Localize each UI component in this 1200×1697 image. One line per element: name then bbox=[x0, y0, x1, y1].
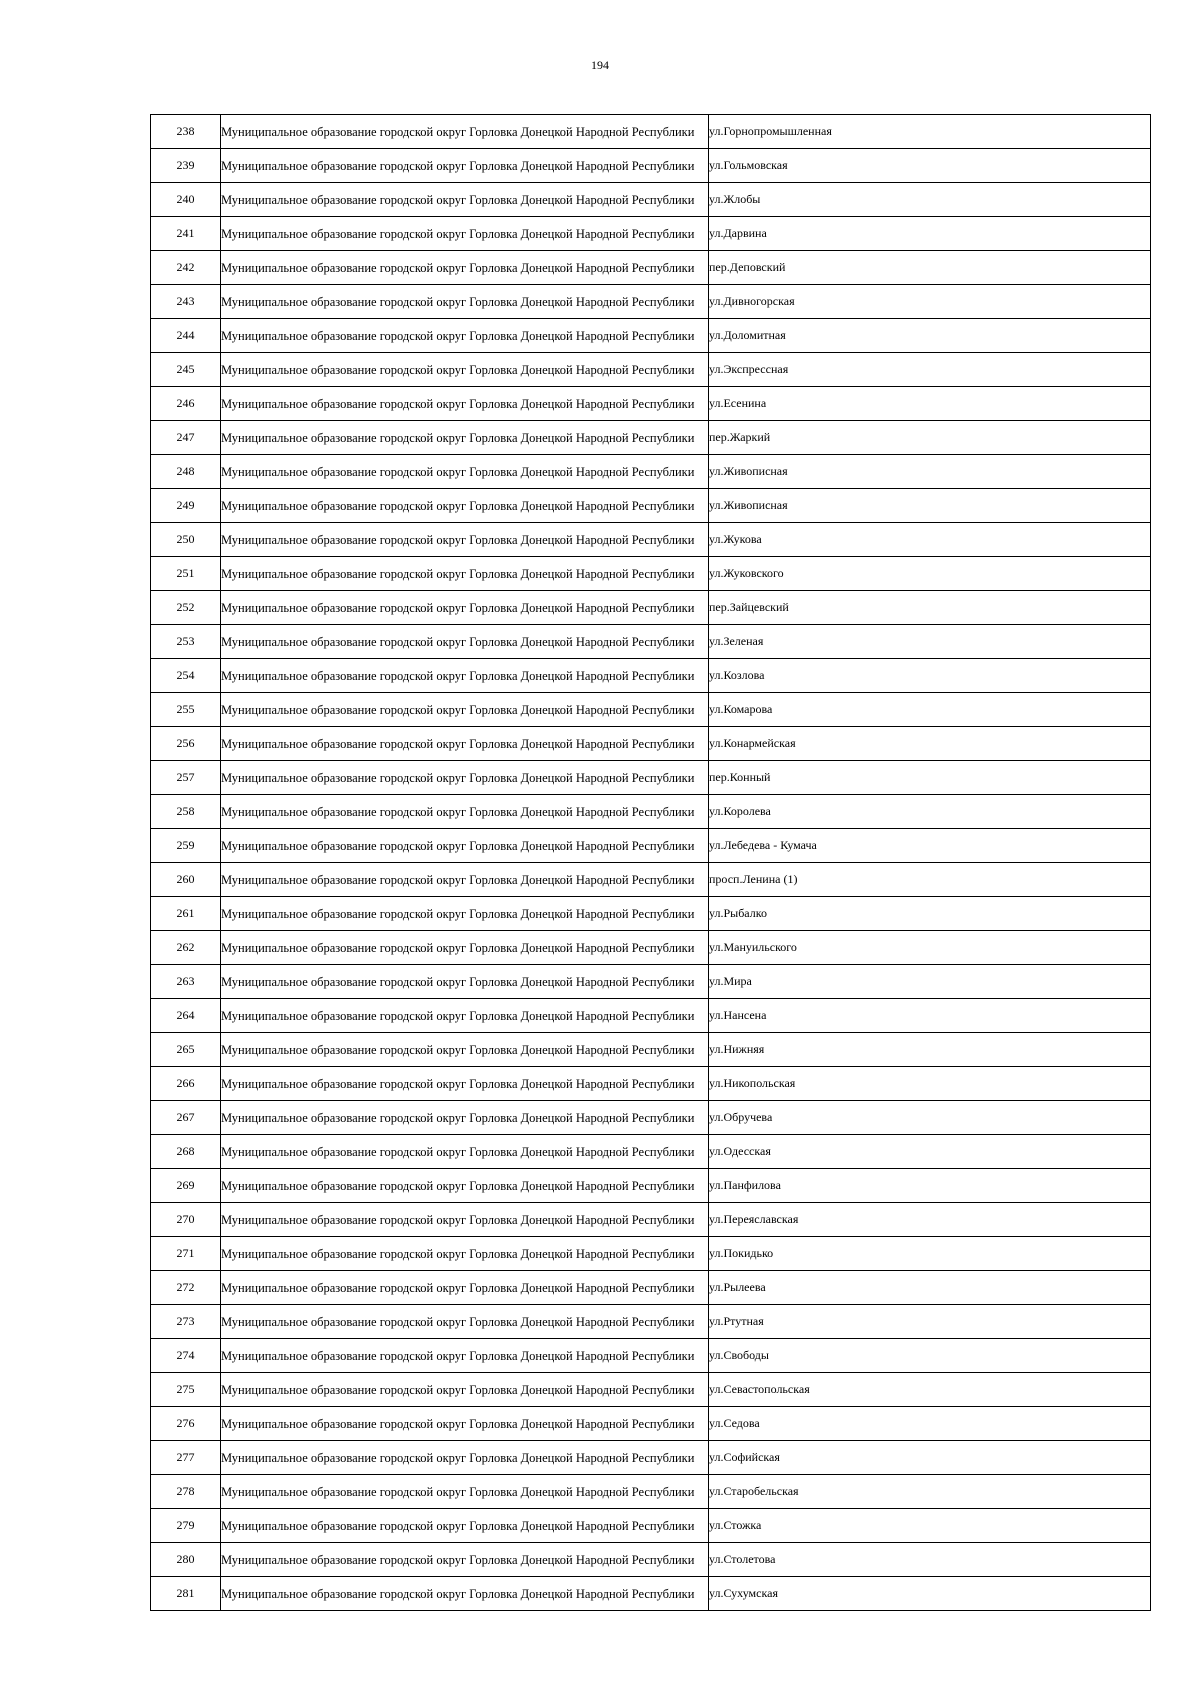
street-name-cell: пер.Зайцевский bbox=[709, 591, 1151, 625]
street-name-cell: ул.Нансена bbox=[709, 999, 1151, 1033]
table-row bbox=[151, 285, 1151, 319]
street-name-cell: ул.Дивногорская bbox=[709, 285, 1151, 319]
municipality-cell: Муниципальное образование городской округ Горловка Донецкой Народной Республики bbox=[221, 1441, 709, 1475]
table-row bbox=[151, 1407, 1151, 1441]
row-number: 238 bbox=[151, 115, 221, 149]
municipality-cell: Муниципальное образование городской округ Горловка Донецкой Народной Республики bbox=[221, 353, 709, 387]
table-row bbox=[151, 387, 1151, 421]
street-name-cell: ул.Мира bbox=[709, 965, 1151, 999]
table-row bbox=[151, 1305, 1151, 1339]
table-row bbox=[151, 761, 1151, 795]
row-number: 248 bbox=[151, 455, 221, 489]
municipality-cell: Муниципальное образование городской округ Горловка Донецкой Народной Республики bbox=[221, 1135, 709, 1169]
table-row bbox=[151, 1509, 1151, 1543]
row-number: 264 bbox=[151, 999, 221, 1033]
street-name-cell: ул.Комарова bbox=[709, 693, 1151, 727]
municipality-cell: Муниципальное образование городской округ Горловка Донецкой Народной Республики bbox=[221, 1305, 709, 1339]
row-number: 266 bbox=[151, 1067, 221, 1101]
municipality-cell: Муниципальное образование городской округ Горловка Донецкой Народной Республики bbox=[221, 1203, 709, 1237]
row-number: 247 bbox=[151, 421, 221, 455]
row-number: 261 bbox=[151, 897, 221, 931]
table-row bbox=[151, 693, 1151, 727]
table-row bbox=[151, 217, 1151, 251]
street-name-cell: ул.Свободы bbox=[709, 1339, 1151, 1373]
table-row bbox=[151, 1543, 1151, 1577]
municipality-cell: Муниципальное образование городской округ Горловка Донецкой Народной Республики bbox=[221, 421, 709, 455]
street-name-cell: ул.Софийская bbox=[709, 1441, 1151, 1475]
street-name-cell: ул.Есенина bbox=[709, 387, 1151, 421]
table-row bbox=[151, 1203, 1151, 1237]
table-row bbox=[151, 829, 1151, 863]
row-number: 268 bbox=[151, 1135, 221, 1169]
table-row bbox=[151, 863, 1151, 897]
row-number: 263 bbox=[151, 965, 221, 999]
row-number: 251 bbox=[151, 557, 221, 591]
row-number: 260 bbox=[151, 863, 221, 897]
row-number: 271 bbox=[151, 1237, 221, 1271]
row-number: 265 bbox=[151, 1033, 221, 1067]
municipality-cell: Муниципальное образование городской округ Горловка Донецкой Народной Республики bbox=[221, 1271, 709, 1305]
municipality-cell: Муниципальное образование городской округ Горловка Донецкой Народной Республики bbox=[221, 625, 709, 659]
table-row bbox=[151, 523, 1151, 557]
municipality-cell: Муниципальное образование городской округ Горловка Донецкой Народной Республики bbox=[221, 1237, 709, 1271]
row-number: 241 bbox=[151, 217, 221, 251]
table-row bbox=[151, 931, 1151, 965]
municipality-cell: Муниципальное образование городской округ Горловка Донецкой Народной Республики bbox=[221, 1339, 709, 1373]
street-name-cell: ул.Старобельская bbox=[709, 1475, 1151, 1509]
table-row bbox=[151, 795, 1151, 829]
row-number: 244 bbox=[151, 319, 221, 353]
municipality-cell: Муниципальное образование городской округ Горловка Донецкой Народной Республики bbox=[221, 251, 709, 285]
street-name-cell: ул.Севастопольская bbox=[709, 1373, 1151, 1407]
row-number: 257 bbox=[151, 761, 221, 795]
street-name-cell: ул.Жуковского bbox=[709, 557, 1151, 591]
row-number: 262 bbox=[151, 931, 221, 965]
row-number: 239 bbox=[151, 149, 221, 183]
municipality-cell: Муниципальное образование городской округ Горловка Донецкой Народной Республики bbox=[221, 1067, 709, 1101]
street-name-cell: ул.Зеленая bbox=[709, 625, 1151, 659]
street-name-cell: ул.Покидько bbox=[709, 1237, 1151, 1271]
municipality-cell: Муниципальное образование городской округ Горловка Донецкой Народной Республики bbox=[221, 1033, 709, 1067]
row-number: 246 bbox=[151, 387, 221, 421]
table-row bbox=[151, 591, 1151, 625]
table-row bbox=[151, 1033, 1151, 1067]
table-row bbox=[151, 183, 1151, 217]
row-number: 242 bbox=[151, 251, 221, 285]
municipality-cell: Муниципальное образование городской округ Горловка Донецкой Народной Республики bbox=[221, 557, 709, 591]
row-number: 258 bbox=[151, 795, 221, 829]
street-name-cell: ул.Живописная bbox=[709, 455, 1151, 489]
municipality-cell: Муниципальное образование городской округ Горловка Донецкой Народной Республики bbox=[221, 897, 709, 931]
row-number: 254 bbox=[151, 659, 221, 693]
row-number: 255 bbox=[151, 693, 221, 727]
municipality-cell: Муниципальное образование городской округ Горловка Донецкой Народной Республики bbox=[221, 523, 709, 557]
table-row bbox=[151, 115, 1151, 149]
street-name-cell: ул.Обручева bbox=[709, 1101, 1151, 1135]
table-row bbox=[151, 1373, 1151, 1407]
table-row bbox=[151, 149, 1151, 183]
municipality-cell: Муниципальное образование городской округ Горловка Донецкой Народной Республики bbox=[221, 1577, 709, 1611]
street-name-cell: ул.Дарвина bbox=[709, 217, 1151, 251]
street-name-cell: ул.Панфилова bbox=[709, 1169, 1151, 1203]
street-name-cell: ул.Нижняя bbox=[709, 1033, 1151, 1067]
municipality-cell: Муниципальное образование городской округ Горловка Донецкой Народной Республики bbox=[221, 1407, 709, 1441]
street-name-cell: ул.Стожка bbox=[709, 1509, 1151, 1543]
street-name-cell: ул.Мануильского bbox=[709, 931, 1151, 965]
page-number: 194 bbox=[591, 58, 609, 72]
table-row bbox=[151, 1067, 1151, 1101]
street-name-cell: ул.Рылеева bbox=[709, 1271, 1151, 1305]
street-name-cell: ул.Живописная bbox=[709, 489, 1151, 523]
municipality-cell: Муниципальное образование городской округ Горловка Донецкой Народной Республики bbox=[221, 829, 709, 863]
table-row bbox=[151, 319, 1151, 353]
table-body bbox=[151, 115, 1151, 1611]
row-number: 269 bbox=[151, 1169, 221, 1203]
municipality-cell: Муниципальное образование городской округ Горловка Донецкой Народной Республики bbox=[221, 1101, 709, 1135]
table-row bbox=[151, 1271, 1151, 1305]
street-name-cell: ул.Лебедева - Кумача bbox=[709, 829, 1151, 863]
row-number: 272 bbox=[151, 1271, 221, 1305]
municipality-cell: Муниципальное образование городской округ Горловка Донецкой Народной Республики bbox=[221, 999, 709, 1033]
table-row bbox=[151, 1475, 1151, 1509]
row-number: 280 bbox=[151, 1543, 221, 1577]
municipality-cell: Муниципальное образование городской округ Горловка Донецкой Народной Республики bbox=[221, 1543, 709, 1577]
street-name-cell: ул.Экспрессная bbox=[709, 353, 1151, 387]
municipality-cell: Муниципальное образование городской округ Горловка Донецкой Народной Республики bbox=[221, 761, 709, 795]
municipality-cell: Муниципальное образование городской округ Горловка Донецкой Народной Республики bbox=[221, 1169, 709, 1203]
street-name-cell: ул.Ртутная bbox=[709, 1305, 1151, 1339]
row-number: 245 bbox=[151, 353, 221, 387]
table-row bbox=[151, 1339, 1151, 1373]
row-number: 240 bbox=[151, 183, 221, 217]
street-name-cell: ул.Сухумская bbox=[709, 1577, 1151, 1611]
table-row bbox=[151, 251, 1151, 285]
municipality-cell: Муниципальное образование городской округ Горловка Донецкой Народной Республики bbox=[221, 795, 709, 829]
row-number: 274 bbox=[151, 1339, 221, 1373]
municipality-cell: Муниципальное образование городской округ Горловка Донецкой Народной Республики bbox=[221, 591, 709, 625]
table-row bbox=[151, 965, 1151, 999]
municipality-cell: Муниципальное образование городской округ Горловка Донецкой Народной Республики bbox=[221, 455, 709, 489]
table-row bbox=[151, 1169, 1151, 1203]
street-name-cell: ул.Горнопромышленная bbox=[709, 115, 1151, 149]
row-number: 277 bbox=[151, 1441, 221, 1475]
street-name-cell: ул.Козлова bbox=[709, 659, 1151, 693]
row-number: 256 bbox=[151, 727, 221, 761]
row-number: 275 bbox=[151, 1373, 221, 1407]
row-number: 279 bbox=[151, 1509, 221, 1543]
row-number: 253 bbox=[151, 625, 221, 659]
municipality-cell: Муниципальное образование городской округ Горловка Донецкой Народной Республики bbox=[221, 319, 709, 353]
street-name-cell: ул.Конармейская bbox=[709, 727, 1151, 761]
street-name-cell: ул.Гольмовская bbox=[709, 149, 1151, 183]
table-row bbox=[151, 1101, 1151, 1135]
table-row bbox=[151, 1135, 1151, 1169]
row-number: 281 bbox=[151, 1577, 221, 1611]
table-row bbox=[151, 1577, 1151, 1611]
row-number: 250 bbox=[151, 523, 221, 557]
municipality-cell: Муниципальное образование городской округ Горловка Донецкой Народной Республики bbox=[221, 965, 709, 999]
table-row bbox=[151, 489, 1151, 523]
municipality-cell: Муниципальное образование городской округ Горловка Донецкой Народной Республики bbox=[221, 387, 709, 421]
table-row bbox=[151, 625, 1151, 659]
table-row bbox=[151, 1441, 1151, 1475]
municipality-cell: Муниципальное образование городской округ Горловка Донецкой Народной Республики bbox=[221, 659, 709, 693]
street-name-cell: ул.Столетова bbox=[709, 1543, 1151, 1577]
municipality-cell: Муниципальное образование городской округ Горловка Донецкой Народной Республики bbox=[221, 183, 709, 217]
municipality-cell: Муниципальное образование городской округ Горловка Донецкой Народной Республики bbox=[221, 693, 709, 727]
street-name-cell: просп.Ленина (1) bbox=[709, 863, 1151, 897]
table-row bbox=[151, 659, 1151, 693]
table-row bbox=[151, 421, 1151, 455]
municipality-cell: Муниципальное образование городской округ Горловка Донецкой Народной Республики bbox=[221, 217, 709, 251]
row-number: 276 bbox=[151, 1407, 221, 1441]
street-name-cell: ул.Рыбалко bbox=[709, 897, 1151, 931]
municipality-cell: Муниципальное образование городской округ Горловка Донецкой Народной Республики bbox=[221, 727, 709, 761]
municipality-cell: Муниципальное образование городской округ Горловка Донецкой Народной Республики bbox=[221, 1475, 709, 1509]
row-number: 267 bbox=[151, 1101, 221, 1135]
street-register-table bbox=[150, 114, 1151, 1611]
street-name-cell: пер.Конный bbox=[709, 761, 1151, 795]
municipality-cell: Муниципальное образование городской округ Горловка Донецкой Народной Республики bbox=[221, 1373, 709, 1407]
table-row bbox=[151, 897, 1151, 931]
street-name-cell: пер.Жаркий bbox=[709, 421, 1151, 455]
row-number: 270 bbox=[151, 1203, 221, 1237]
street-name-cell: пер.Деповский bbox=[709, 251, 1151, 285]
row-number: 278 bbox=[151, 1475, 221, 1509]
row-number: 243 bbox=[151, 285, 221, 319]
table-row bbox=[151, 999, 1151, 1033]
street-name-cell: ул.Жлобы bbox=[709, 183, 1151, 217]
table-row bbox=[151, 455, 1151, 489]
municipality-cell: Муниципальное образование городской округ Горловка Донецкой Народной Республики bbox=[221, 489, 709, 523]
row-number: 273 bbox=[151, 1305, 221, 1339]
table-row bbox=[151, 557, 1151, 591]
row-number: 252 bbox=[151, 591, 221, 625]
street-name-cell: ул.Никопольская bbox=[709, 1067, 1151, 1101]
street-name-cell: ул.Седова bbox=[709, 1407, 1151, 1441]
row-number: 259 bbox=[151, 829, 221, 863]
table-row bbox=[151, 727, 1151, 761]
municipality-cell: Муниципальное образование городской округ Горловка Донецкой Народной Республики bbox=[221, 149, 709, 183]
street-name-cell: ул.Жукова bbox=[709, 523, 1151, 557]
table-row bbox=[151, 353, 1151, 387]
street-name-cell: ул.Королева bbox=[709, 795, 1151, 829]
street-name-cell: ул.Одесская bbox=[709, 1135, 1151, 1169]
municipality-cell: Муниципальное образование городской округ Горловка Донецкой Народной Республики bbox=[221, 863, 709, 897]
street-name-cell: ул.Доломитная bbox=[709, 319, 1151, 353]
municipality-cell: Муниципальное образование городской округ Горловка Донецкой Народной Республики bbox=[221, 115, 709, 149]
municipality-cell: Муниципальное образование городской округ Горловка Донецкой Народной Республики bbox=[221, 931, 709, 965]
street-name-cell: ул.Переяславская bbox=[709, 1203, 1151, 1237]
table-row bbox=[151, 1237, 1151, 1271]
row-number: 249 bbox=[151, 489, 221, 523]
municipality-cell: Муниципальное образование городской округ Горловка Донецкой Народной Республики bbox=[221, 285, 709, 319]
municipality-cell: Муниципальное образование городской округ Горловка Донецкой Народной Республики bbox=[221, 1509, 709, 1543]
